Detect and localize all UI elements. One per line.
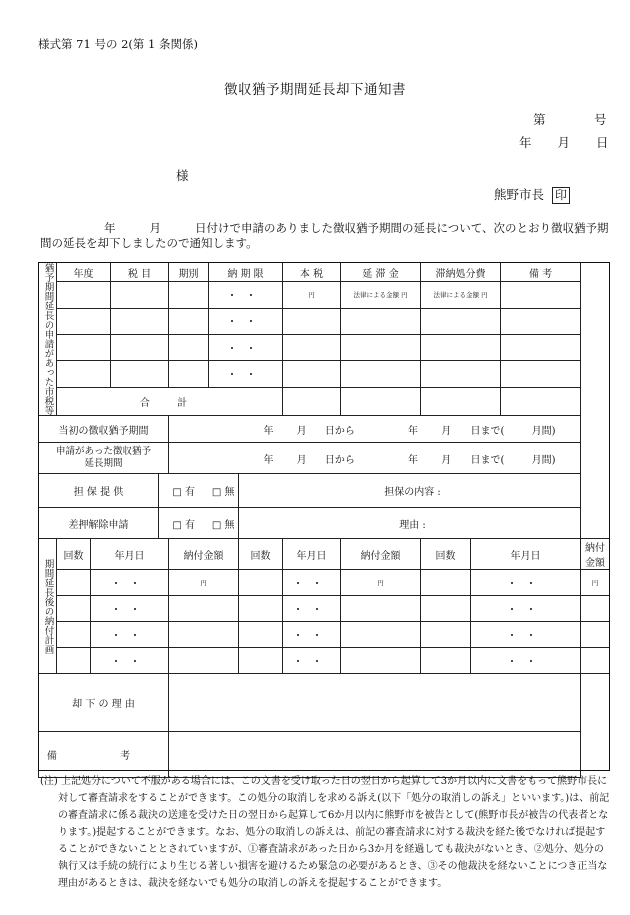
seizure-no[interactable]: □ 無: [209, 508, 239, 539]
tax-row: [39, 334, 610, 360]
cell[interactable]: [111, 282, 169, 308]
p-months: 月間): [531, 454, 556, 466]
seizure-reason[interactable]: 理由 :: [239, 508, 581, 539]
cell[interactable]: [57, 282, 111, 308]
plan-row: [39, 570, 610, 596]
collateral-yes[interactable]: □ 有: [159, 474, 209, 508]
plan-date-dots[interactable]: ・・: [471, 622, 581, 648]
due-date-dots[interactable]: ・・: [209, 308, 283, 334]
cell[interactable]: [501, 282, 581, 308]
intro-month: 月: [149, 221, 161, 235]
cell[interactable]: [239, 596, 283, 622]
cell[interactable]: [111, 334, 169, 360]
notice-table: [38, 262, 610, 778]
p-until: 日まで(: [470, 425, 505, 437]
plan-date-dots[interactable]: ・・: [91, 648, 169, 674]
plan-h-count: 回数: [421, 539, 471, 570]
cell[interactable]: [57, 622, 91, 648]
disposition-cell[interactable]: [421, 282, 501, 308]
requested-period-row: [39, 443, 610, 474]
header-delinquency: 延 滞 金: [341, 263, 421, 282]
cell[interactable]: [57, 361, 111, 387]
cell[interactable]: [169, 648, 239, 674]
issuer: [494, 185, 570, 204]
initial-period-label: 当初の徴収猶予期間: [39, 416, 169, 443]
note-text: (注) 上記処分について不服がある場合には、この文書を受け取った日の翌日から起算して3か月以内に文書をもって熊野市長に対して審査請求をすることができます。この処分の取消しを求める訴え(以下「処分の取消しの訴え」といいます。)は、前記の審査請求に係る裁決の送達を受けた日の翌日から起算して6か月以内に熊野市を被告として(熊野市長が被告の代表者となります。)提起することができます。なお、処分の取消しの訴えは、前記の審査請求に対する裁決を経た後でなければ提起することができないこととされていますが、①審査請求があった日から3か月を経過しても裁決がないとき、②処分、処分の執行又は手続の続行により生じる著しい損害を避けるため緊急の必要があるとき、③その他裁決を経ないことにつき正当な理由があるときは、裁決を経ないでも処分の取消しの訴えを提起することができます。: [40, 776, 610, 889]
plan-date-dots[interactable]: ・・: [471, 570, 581, 596]
legal-note: [40, 773, 610, 892]
cell[interactable]: [341, 361, 421, 387]
cell[interactable]: [421, 648, 471, 674]
plan-row: [39, 622, 610, 648]
collateral-row: [39, 474, 610, 508]
cell[interactable]: [169, 334, 209, 360]
go-label: 号: [594, 112, 607, 127]
cell[interactable]: [239, 648, 283, 674]
cell[interactable]: [283, 334, 341, 360]
plan-h-amount: 納付金額: [581, 539, 610, 570]
collateral-no[interactable]: □ 無: [209, 474, 239, 508]
cell[interactable]: [169, 308, 209, 334]
cell[interactable]: [421, 361, 501, 387]
cell[interactable]: [501, 308, 581, 334]
header-due-date: 納 期 限: [209, 263, 283, 282]
law-label: 法律による金額: [433, 290, 479, 299]
cell[interactable]: [57, 648, 91, 674]
yen-unit[interactable]: 円: [581, 570, 610, 596]
intro-paragraph: [40, 221, 610, 251]
cell[interactable]: [169, 282, 209, 308]
cell[interactable]: [421, 596, 471, 622]
cell[interactable]: [341, 308, 421, 334]
plan-date-dots[interactable]: ・・: [471, 596, 581, 622]
cell[interactable]: [57, 308, 111, 334]
cell[interactable]: [169, 622, 239, 648]
plan-h-amount: 納付金額: [341, 539, 421, 570]
tax-row: [39, 361, 610, 387]
form-number: 様式第 71 号の 2(第 1 条関係): [38, 37, 199, 51]
plan-date-dots[interactable]: ・・: [283, 570, 341, 596]
dai-label: 第: [533, 112, 546, 127]
p-until: 日まで(: [470, 454, 505, 466]
total-delinquency[interactable]: [341, 387, 421, 415]
due-date-dots[interactable]: ・・: [209, 361, 283, 387]
cell[interactable]: [421, 334, 501, 360]
due-date-dots[interactable]: ・・: [209, 282, 283, 308]
remarks-row: [39, 732, 610, 778]
cell[interactable]: [581, 622, 610, 648]
cell[interactable]: [283, 361, 341, 387]
cell[interactable]: [239, 622, 283, 648]
cell[interactable]: [341, 596, 421, 622]
intro-year: 年: [104, 221, 116, 235]
cell[interactable]: [169, 361, 209, 387]
plan-h-date: 年月日: [283, 539, 341, 570]
collateral-content[interactable]: 担保の内容 :: [239, 474, 581, 508]
initial-period-row: [39, 416, 610, 443]
plan-h-date: 年月日: [91, 539, 169, 570]
p-month2: 月: [441, 425, 452, 437]
plan-row: [39, 596, 610, 622]
requested-period-label: 申請があった徴収猶予延長期間: [39, 443, 169, 474]
remarks-value[interactable]: [169, 732, 581, 778]
header-disposition-fee: 滞納処分費: [421, 263, 501, 282]
plan-date-dots[interactable]: ・・: [91, 596, 169, 622]
plan-row: [39, 648, 610, 674]
month-label: 月: [557, 135, 571, 150]
issue-date: [519, 133, 609, 151]
cell[interactable]: [421, 622, 471, 648]
collateral-label: 担 保 提 供: [39, 474, 159, 508]
p-month: 月: [296, 454, 307, 466]
plan-date-dots[interactable]: ・・: [91, 622, 169, 648]
seal-stamp: 印: [552, 187, 570, 204]
p-year2: 年: [408, 425, 419, 437]
tax-row: [39, 282, 610, 308]
tax-total-row: [39, 387, 610, 415]
header-principal: 本 税: [283, 263, 341, 282]
plan-row-label-cell: [39, 539, 57, 674]
year-label: 年: [519, 135, 532, 150]
tax-row: [39, 308, 610, 334]
plan-date-dots[interactable]: ・・: [283, 648, 341, 674]
cell[interactable]: [421, 308, 501, 334]
plan-h-date: 年月日: [471, 539, 581, 570]
header-tax-item: 税 目: [111, 263, 169, 282]
plan-header-row: [39, 539, 610, 570]
yen-unit: 円: [481, 290, 488, 299]
p-months: 月間): [531, 425, 556, 437]
header-period: 期別: [169, 263, 209, 282]
cell[interactable]: [57, 570, 91, 596]
cell[interactable]: [501, 334, 581, 360]
p-month: 月: [296, 425, 307, 437]
cell[interactable]: [341, 334, 421, 360]
total-label: [57, 387, 283, 415]
tax-header-row: [39, 263, 610, 282]
law-label: 法律による金額: [353, 290, 399, 299]
cell[interactable]: [239, 570, 283, 596]
plan-date-dots[interactable]: ・・: [91, 570, 169, 596]
yen-unit[interactable]: 円: [341, 570, 421, 596]
tax-row-label-cell: [39, 263, 57, 416]
plan-h-count: 回数: [57, 539, 91, 570]
plan-h-count: 回数: [239, 539, 283, 570]
remarks-label: [39, 732, 169, 778]
yen-unit[interactable]: 円: [283, 282, 341, 308]
remarks-text: 備 考: [46, 751, 161, 762]
total-fee[interactable]: [421, 387, 501, 415]
cell[interactable]: [57, 334, 111, 360]
document-title: 徴収猶予期間延長却下通知書: [224, 82, 406, 98]
cell[interactable]: [581, 596, 610, 622]
requested-period-value[interactable]: [169, 443, 581, 474]
intro-text-2: 間の延長を却下しましたので通知します。: [40, 236, 258, 250]
cell[interactable]: [501, 361, 581, 387]
plan-date-dots[interactable]: ・・: [283, 622, 341, 648]
p-from: 日から: [324, 454, 355, 466]
rejection-reason-value[interactable]: [169, 674, 581, 732]
cell[interactable]: [421, 570, 471, 596]
plan-row-label: 期間延長後の納付計画: [42, 558, 54, 654]
day-label: 日: [596, 135, 609, 150]
p-year2: 年: [408, 454, 419, 466]
seizure-row: [39, 508, 610, 539]
cell[interactable]: [341, 622, 421, 648]
seizure-yes[interactable]: □ 有: [159, 508, 209, 539]
rejection-reason-row: [39, 674, 610, 732]
cell[interactable]: [341, 648, 421, 674]
intro-text-1: 日付けで申請のありました徴収猶予期間の延長について、次のとおり徴収猶予期: [195, 221, 609, 235]
delinquency-cell[interactable]: [341, 282, 421, 308]
cell[interactable]: [283, 308, 341, 334]
total-principal[interactable]: [283, 387, 341, 415]
header-year: 年度: [57, 263, 111, 282]
total-remarks[interactable]: [501, 387, 581, 415]
plan-h-amount: 納付金額: [169, 539, 239, 570]
mayor-title: 熊野市長: [494, 187, 545, 202]
yen-unit: 円: [401, 290, 408, 299]
plan-date-dots[interactable]: ・・: [471, 648, 581, 674]
cell[interactable]: [57, 596, 91, 622]
cell[interactable]: [111, 361, 169, 387]
rejection-reason-label: 却 下 の 理 由: [39, 674, 169, 732]
cell[interactable]: [111, 308, 169, 334]
yen-unit[interactable]: 円: [169, 570, 239, 596]
seizure-label: 差押解除申請: [39, 508, 159, 539]
initial-period-value[interactable]: [169, 416, 581, 443]
recipient-honorific: 様: [176, 168, 189, 183]
due-date-dots[interactable]: ・・: [209, 334, 283, 360]
header-remarks: 備 考: [501, 263, 581, 282]
p-month2: 月: [441, 454, 452, 466]
p-year: 年: [263, 425, 274, 437]
p-from: 日から: [324, 425, 355, 437]
total-text: 合 計: [139, 397, 200, 409]
cell[interactable]: [581, 648, 610, 674]
cell[interactable]: [169, 596, 239, 622]
p-year: 年: [263, 454, 274, 466]
tax-row-label: 猶予期間延長の申請があった市税等: [42, 263, 54, 415]
plan-date-dots[interactable]: ・・: [283, 596, 341, 622]
